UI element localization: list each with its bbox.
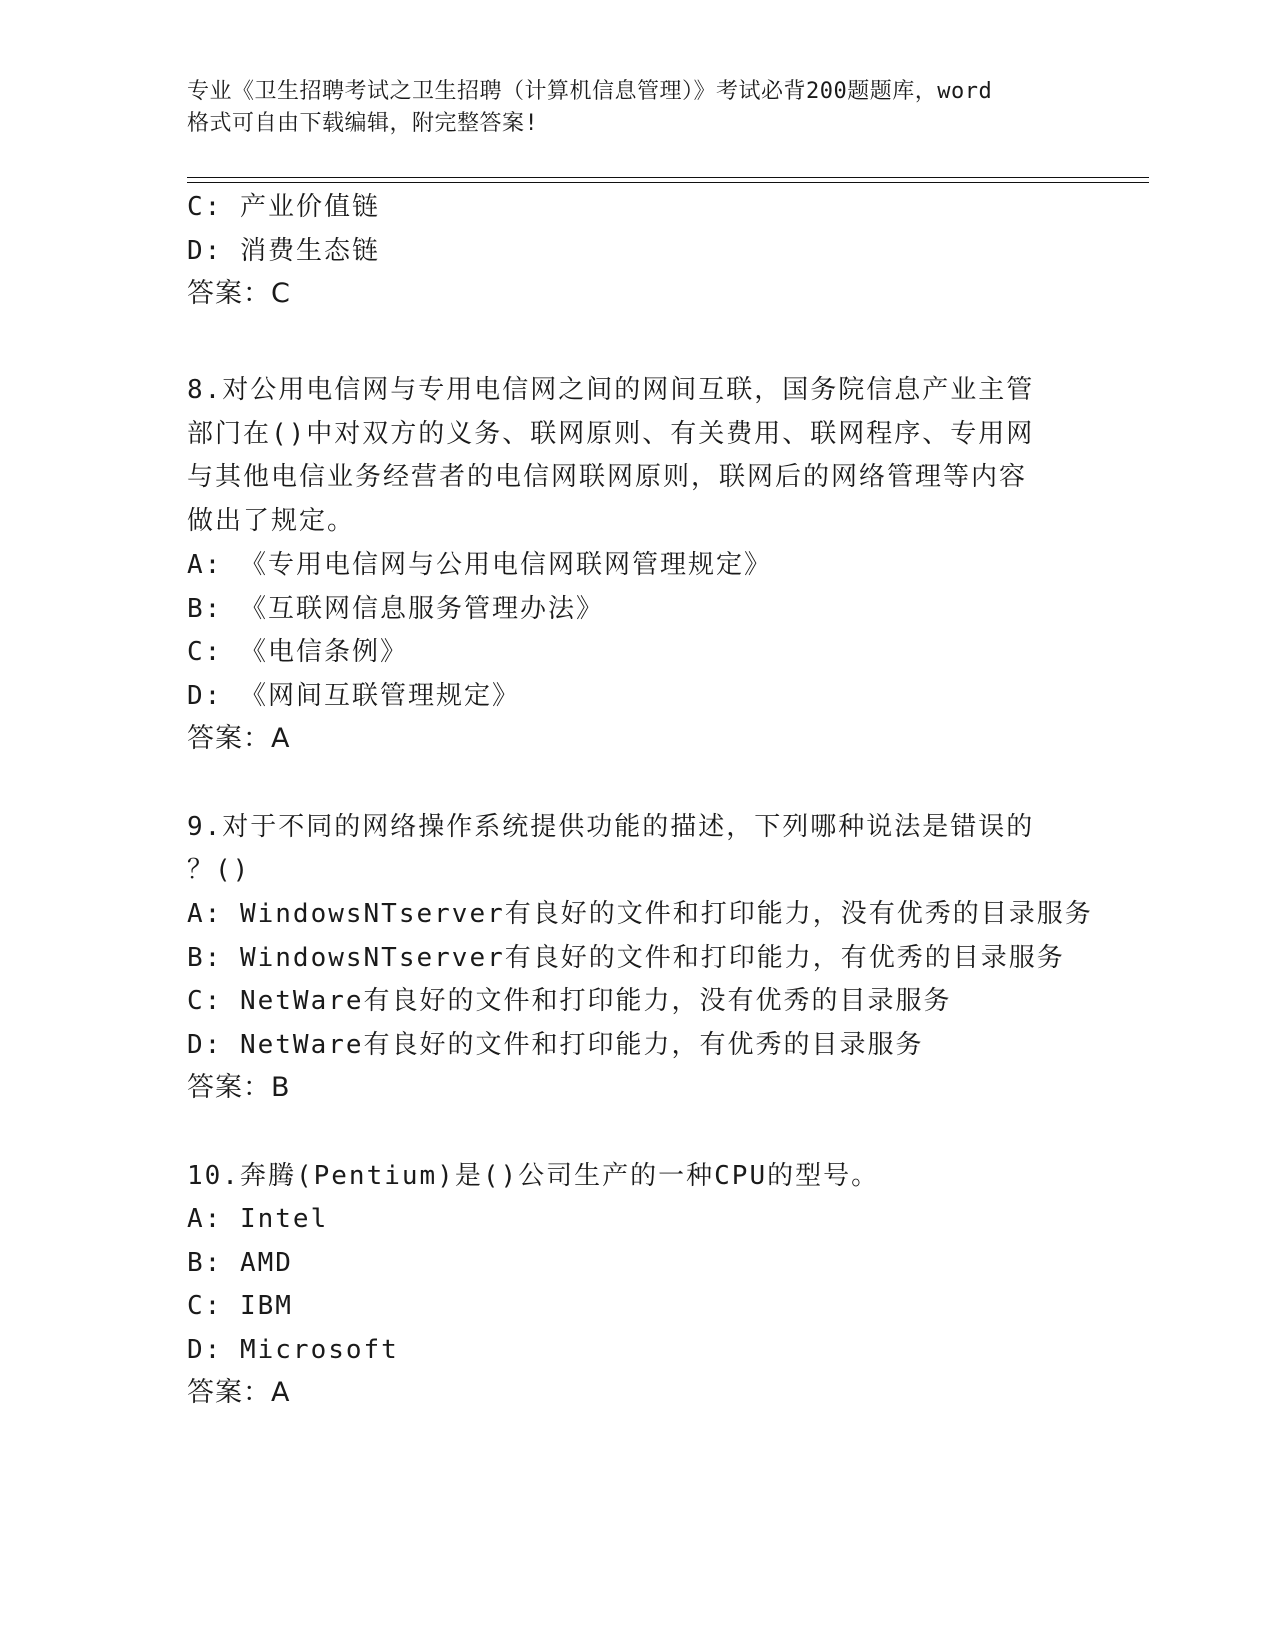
q9-answer: 答案：B: [187, 1072, 291, 1103]
document-header: [187, 76, 1087, 140]
q8-option-c: C: 《电信条例》: [187, 637, 408, 667]
q10-option-a: A: Intel: [187, 1204, 329, 1234]
q7-option-c: C: 产业价值链: [187, 192, 380, 222]
q8-stem-line-2: 部门在()中对双方的义务、联网原则、有关费用、联网程序、专用网: [187, 419, 1035, 449]
q9-option-a: A: WindowsNTserver有良好的文件和打印能力，没有优秀的目录服务: [187, 899, 1093, 929]
q8-option-b: B: 《互联网信息服务管理办法》: [187, 594, 604, 624]
q10-stem-line-1: 10.奔腾(Pentium)是()公司生产的一种CPU的型号。: [187, 1161, 880, 1191]
header-divider-top: [187, 177, 1149, 178]
header-divider-bottom: [187, 182, 1149, 183]
q8-stem-line-1: 8.对公用电信网与专用电信网之间的网间互联，国务院信息产业主管: [187, 375, 1035, 405]
q10-option-c: C: IBM: [187, 1291, 293, 1321]
header-line-2: 格式可自由下载编辑，附完整答案!: [187, 111, 539, 136]
q9-option-d: D: NetWare有良好的文件和打印能力，有优秀的目录服务: [187, 1030, 924, 1060]
header-line-1: 专业《卫生招聘考试之卫生招聘（计算机信息管理）》考试必背200题题库，word: [187, 79, 993, 104]
q8-answer: 答案：A: [187, 723, 291, 754]
q9-stem-line-2: ？(): [187, 855, 251, 885]
q9-option-c: C: NetWare有良好的文件和打印能力，没有优秀的目录服务: [187, 986, 952, 1016]
q10-option-d: D: Microsoft: [187, 1335, 399, 1365]
q10-option-b: B: AMD: [187, 1248, 293, 1278]
q8-stem-line-4: 做出了规定。: [187, 506, 356, 536]
q9-stem-line-1: 9.对于不同的网络操作系统提供功能的描述，下列哪种说法是错误的: [187, 812, 1035, 842]
q10-answer: 答案：A: [187, 1377, 291, 1408]
q7-answer: 答案：C: [187, 278, 291, 309]
q9-option-b: B: WindowsNTserver有良好的文件和打印能力，有优秀的目录服务: [187, 943, 1065, 973]
q7-option-d: D: 消费生态链: [187, 236, 380, 266]
q8-option-a: A: 《专用电信网与公用电信网联网管理规定》: [187, 550, 772, 580]
q8-option-d: D: 《网间互联管理规定》: [187, 681, 520, 711]
q8-stem-line-3: 与其他电信业务经营者的电信网联网原则，联网后的网络管理等内容: [187, 462, 1028, 492]
